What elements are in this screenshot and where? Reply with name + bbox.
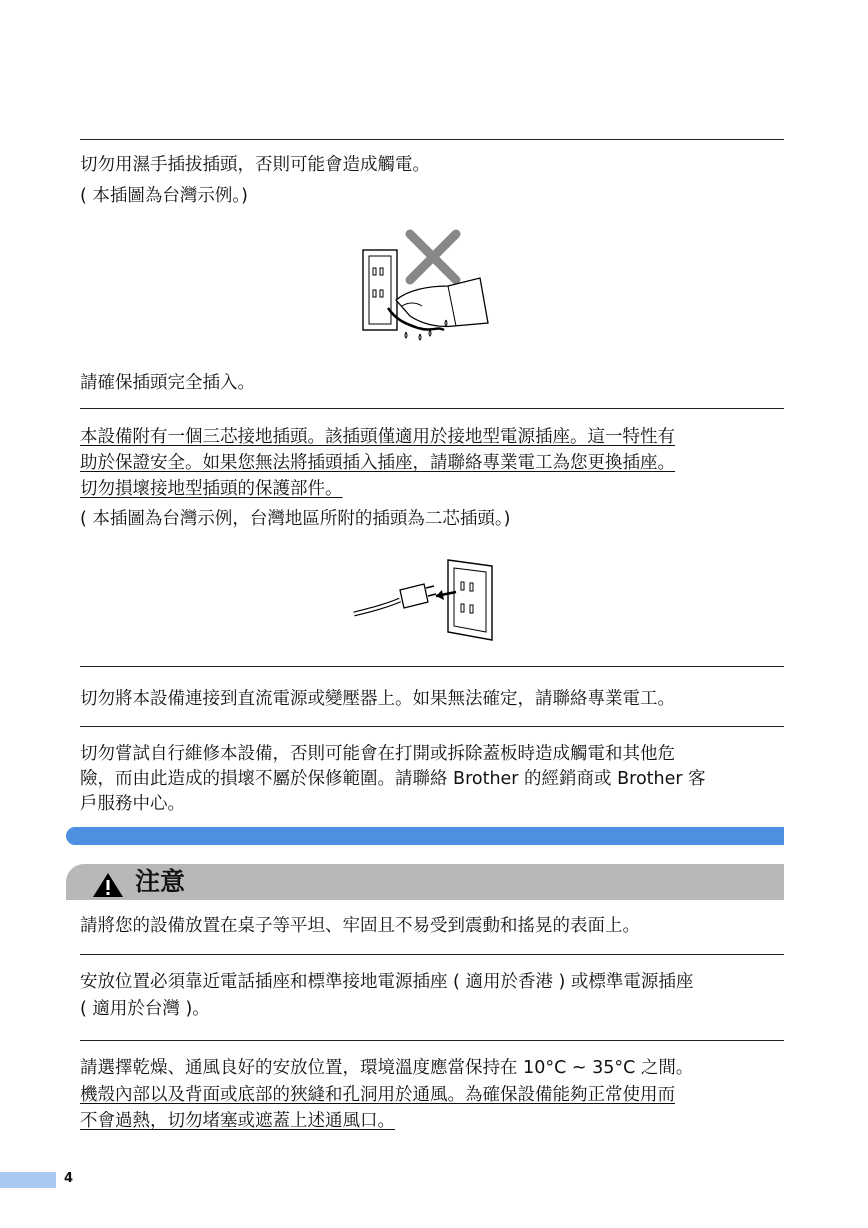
divider-2 <box>80 408 784 409</box>
caution-env-line-3: 不會過熱，切勿堵塞或遮蓋上述通風口。 <box>80 1111 395 1131</box>
dc-power-warning: 切勿將本設備連接到直流電源或變壓器上。如果無法確定，請聯絡專業電工。 <box>80 689 675 709</box>
divider-4 <box>80 726 784 727</box>
caution-placement: 請將您的設備放置在桌子等平坦、牢固且不易受到震動和搖晃的表面上。 <box>80 916 640 936</box>
wet-hands-note: ( 本插圖為台灣示例。) <box>80 186 248 206</box>
three-prong-line-2: 助於保證安全。如果您無法將插頭插入插座，請聯絡專業電工為您更換插座。 <box>80 453 675 473</box>
service-line-1: 切勿嘗試自行維修本設備，否則可能會在打開或拆除蓋板時造成觸電和其他危 <box>80 744 675 764</box>
divider-3 <box>80 666 784 667</box>
caution-outlet-line-1: 安放位置必須靠近電話插座和標準接地電源插座 ( 適用於香港 ) 或標準電源插座 <box>80 972 694 992</box>
page-tab <box>0 1172 56 1188</box>
divider-top <box>80 139 784 140</box>
three-prong-note: ( 本插圖為台灣示例，台灣地區所附的插頭為二芯插頭。) <box>80 509 511 529</box>
divider-5 <box>80 954 784 955</box>
page-number: 4 <box>64 1171 74 1186</box>
wet-hands-warning: 切勿用濕手插拔插頭，否則可能會造成觸電。 <box>80 155 430 175</box>
wet-hand-plug-illustration <box>358 228 490 346</box>
caution-outlet-line-2: ( 適用於台灣 )。 <box>80 999 210 1019</box>
section-blue-bar <box>66 827 784 845</box>
caution-env-line-1: 請選擇乾燥、通風良好的安放位置，環境溫度應當保持在 10°C ~ 35°C 之間。 <box>80 1058 694 1078</box>
service-line-2: 險，而由此造成的損壞不屬於保修範圍。請聯絡 Brother 的經銷商或 Brother 客 <box>80 769 706 789</box>
unplug-illustration <box>350 552 496 644</box>
three-prong-line-1: 本設備附有一個三芯接地插頭。該插頭僅適用於接地型電源插座。這一特性有 <box>80 427 675 447</box>
caution-title: 注意 <box>135 867 186 896</box>
plug-fully-inserted: 請確保插頭完全插入。 <box>80 373 255 393</box>
three-prong-line-3: 切勿損壞接地型插頭的保護部件。 <box>80 479 343 499</box>
divider-6 <box>80 1040 784 1041</box>
caution-env-line-2: 機殼內部以及背面或底部的狹縫和孔洞用於通風。為確保設備能夠正常使用而 <box>80 1085 675 1105</box>
warning-triangle-icon <box>92 872 124 898</box>
service-line-3: 戶服務中心。 <box>80 794 185 814</box>
